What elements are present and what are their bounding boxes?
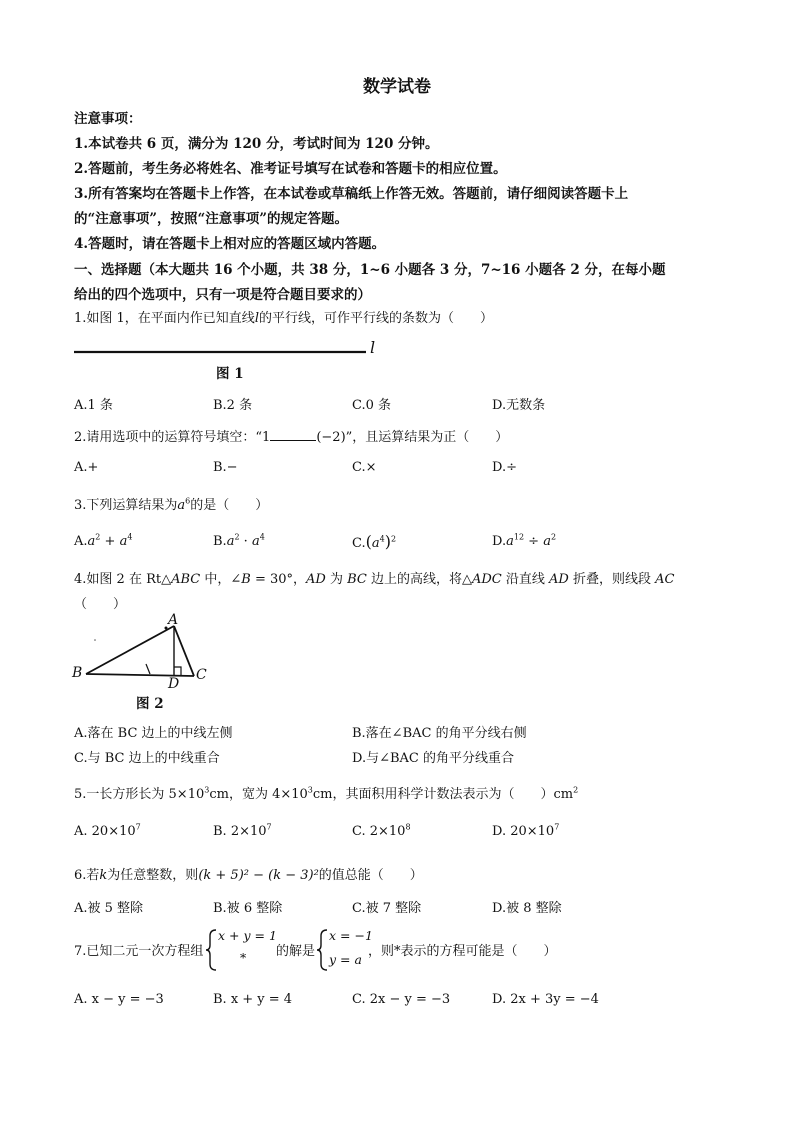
question-4-stem-line2: （ ） [74,597,127,612]
q4-text: = 30°， [250,572,307,587]
note-item-3: 3.所有答案均在答题卡上作答，在本试卷或草稿纸上作答无效。答题前，请仔细阅读答题卡上 [74,186,629,202]
option-prefix: A. [74,534,88,549]
system-2-bottom: y = a [329,952,362,967]
opt-paren-open: ( [365,532,372,551]
question-4-option-b: B.落在∠BAC 的角平分线右侧 [352,726,527,741]
question-4-option-c: C.与 BC 边上的中线重合 [74,751,220,766]
opt-exp: 4 [127,532,133,542]
q4-math: BC [347,572,367,587]
question-3-var: a [177,498,186,513]
question-1-stem-a: 1.如图 1，在平面内作已知直线 [74,311,255,326]
opt-exp: 7 [135,822,141,832]
opt-term: a [119,534,128,549]
opt-term: a [543,534,551,549]
question-7-option-c: C. 2x − y = −3 [352,992,451,1007]
q6-var: k [99,868,108,883]
question-7-stem-a: 7.已知二元一次方程组 [74,944,204,959]
note-item-3-cont: 的“注意事项”，按照“注意事项”的规定答题。 [74,211,349,227]
system-2-top: x = −1 [329,928,373,943]
question-6-option-d: D.被 8 整除 [492,901,562,916]
question-3-stem-a: 3.下列运算结果为 [74,498,178,513]
option-prefix: D. [492,534,507,549]
opt-term: a [251,534,260,549]
question-7-option-a: A. x − y = −3 [74,992,164,1007]
question-2-option-c: C.× [352,460,377,475]
opt-exp: 2 [390,534,397,544]
question-1-option-a: A.1 条 [74,398,113,413]
opt-exp: 2 [234,532,240,542]
question-6-stem [74,864,423,883]
opt-paren-close: ) [384,532,391,551]
note-item-4: 4.答题时，请在答题卡上相对应的答题区域内答题。 [74,236,386,252]
question-5-option-a [74,824,141,839]
question-7-option-b: B. x + y = 4 [213,992,293,1007]
question-6-option-b: B.被 6 整除 [213,901,283,916]
segment-ac [174,626,194,676]
opt-op: · [239,534,252,549]
q5-text: 5.一长方形长为 5×10 [74,787,205,802]
opt-term: a [226,534,235,549]
q5-exp: 3 [307,785,313,795]
figure-1-label: 图 1 [216,366,244,382]
question-2-blank [270,428,316,441]
system-1-bottom: * [240,950,247,965]
point-label-d: D [168,676,180,692]
opt-op: + [100,534,120,549]
question-7-stem-b: 的解是 [276,944,316,959]
page-title: 数学试卷 [363,77,431,97]
question-3-option-b [213,534,265,549]
question-7-option-d: D. 2x + 3y = −4 [492,992,599,1007]
opt-base: C. 2×10 [352,824,406,839]
question-5-option-d [492,824,559,839]
q4-text: 边上的高线，将△ [366,572,472,587]
opt-base: A. 20×10 [74,824,136,839]
brace-1-icon [205,928,219,972]
opt-term: a [506,534,514,549]
question-5-option-b [213,824,272,839]
q4-text: 折叠，则线段 [568,572,656,587]
question-7-stem-c: ，则*表示的方程可能是（ ） [368,944,557,959]
question-1-var: l [254,311,259,326]
q4-text: 为 [325,572,348,587]
note-item-2: 2.答题前，考生务必将姓名、准考证号填写在试卷和答题卡的相应位置。 [74,161,507,177]
opt-base: B. 2×10 [213,824,267,839]
question-4-option-d: D.与∠BAC 的角平分线重合 [352,751,515,766]
figure-2-label: 图 2 [136,696,164,712]
question-3-option-c [352,532,396,551]
opt-term: a [371,536,380,551]
figure-1-line [70,338,390,362]
q4-text: 沿直线 [501,572,550,587]
opt-exp: 2 [550,532,557,542]
q4-math: AD [549,572,569,587]
q4-text: 中，∠ [200,572,242,587]
question-6-option-a: A.被 5 整除 [74,901,144,916]
question-5-option-c [352,824,411,839]
question-1-option-c: C.0 条 [352,398,392,413]
question-2-option-b: B.− [213,460,238,475]
q6-text: 的值总能（ ） [318,868,423,883]
speck [94,639,96,641]
q4-text: 4.如图 2 在 Rt△ [74,572,172,587]
opt-exp: 7 [554,822,560,832]
q5-exp: 3 [204,785,210,795]
system-1-top: x + y = 1 [218,928,277,943]
point-label-b: B [72,665,83,681]
q4-math: AC [655,572,675,587]
brace-2-icon [316,928,330,972]
opt-exp: 4 [379,534,385,544]
q6-text: 6.若 [74,868,100,883]
opt-term: a [87,534,96,549]
point-label-a: A [168,612,179,628]
section-heading-line2: 给出的四个选项中，只有一项是符合题目要求的） [74,287,371,303]
q6-expr: (k + 5)² − (k − 3)² [198,868,319,883]
question-3-stem [74,494,268,513]
opt-exp: 7 [266,822,272,832]
q4-math: B [241,572,251,587]
q4-math: AD [306,572,326,587]
question-2-option-a: A.+ [74,460,99,475]
segment-ab [86,626,174,674]
q4-math: ADC [472,572,502,587]
question-1-stem [74,307,493,326]
question-3-option-d [492,534,556,549]
opt-exp: 12 [513,532,525,542]
question-2-option-d: D.÷ [492,460,517,475]
option-prefix: C. [352,536,366,551]
q4-math: ABC [171,572,201,587]
question-1-stem-b: 的平行线，可作平行线的条数为（ ） [258,311,493,326]
right-angle-mark [174,667,181,675]
q5-text: cm，其面积用科学计数法表示为（ ）cm [312,787,574,802]
q6-text: 为任意整数，则 [107,868,199,883]
point-label-c: C [196,667,207,683]
note-item-1: 1.本试卷共 6 页，满分为 120 分，考试时间为 120 分钟。 [74,136,439,152]
question-3-exp: 6 [185,496,191,506]
opt-base: D. 20×10 [492,824,555,839]
opt-op: ÷ [524,534,544,549]
question-4-option-a: A.落在 BC 边上的中线左侧 [74,726,233,741]
opt-exp: 8 [405,822,411,832]
tick-mark [146,664,150,674]
question-6-option-c: C.被 7 整除 [352,901,422,916]
q5-exp: 2 [573,785,579,795]
question-3-stem-b: 的是（ ） [190,498,269,513]
question-1-option-b: B.2 条 [213,398,253,413]
question-3-option-a [74,534,132,549]
question-5-stem [74,783,578,802]
question-2-stem-b: (−2)”，且运算结果为正（ ） [316,430,509,445]
question-1-option-d: D.无数条 [492,398,546,413]
q5-text: cm，宽为 4×10 [209,787,308,802]
question-2-stem [74,426,508,445]
opt-exp: 4 [259,532,265,542]
question-2-stem-a: 2.请用选项中的运算符号填空：“1 [74,430,271,445]
figure-1-line-label: l [370,338,376,357]
question-4-stem [74,568,674,587]
section-heading-line1: 一、选择题（本大题共 16 个小题，共 38 分，1~6 小题各 3 分，7~16 小题各 2 分，在每小题 [74,262,666,278]
notes-heading: 注意事项： [74,111,142,127]
opt-exp: 2 [95,532,101,542]
option-prefix: B. [213,534,227,549]
